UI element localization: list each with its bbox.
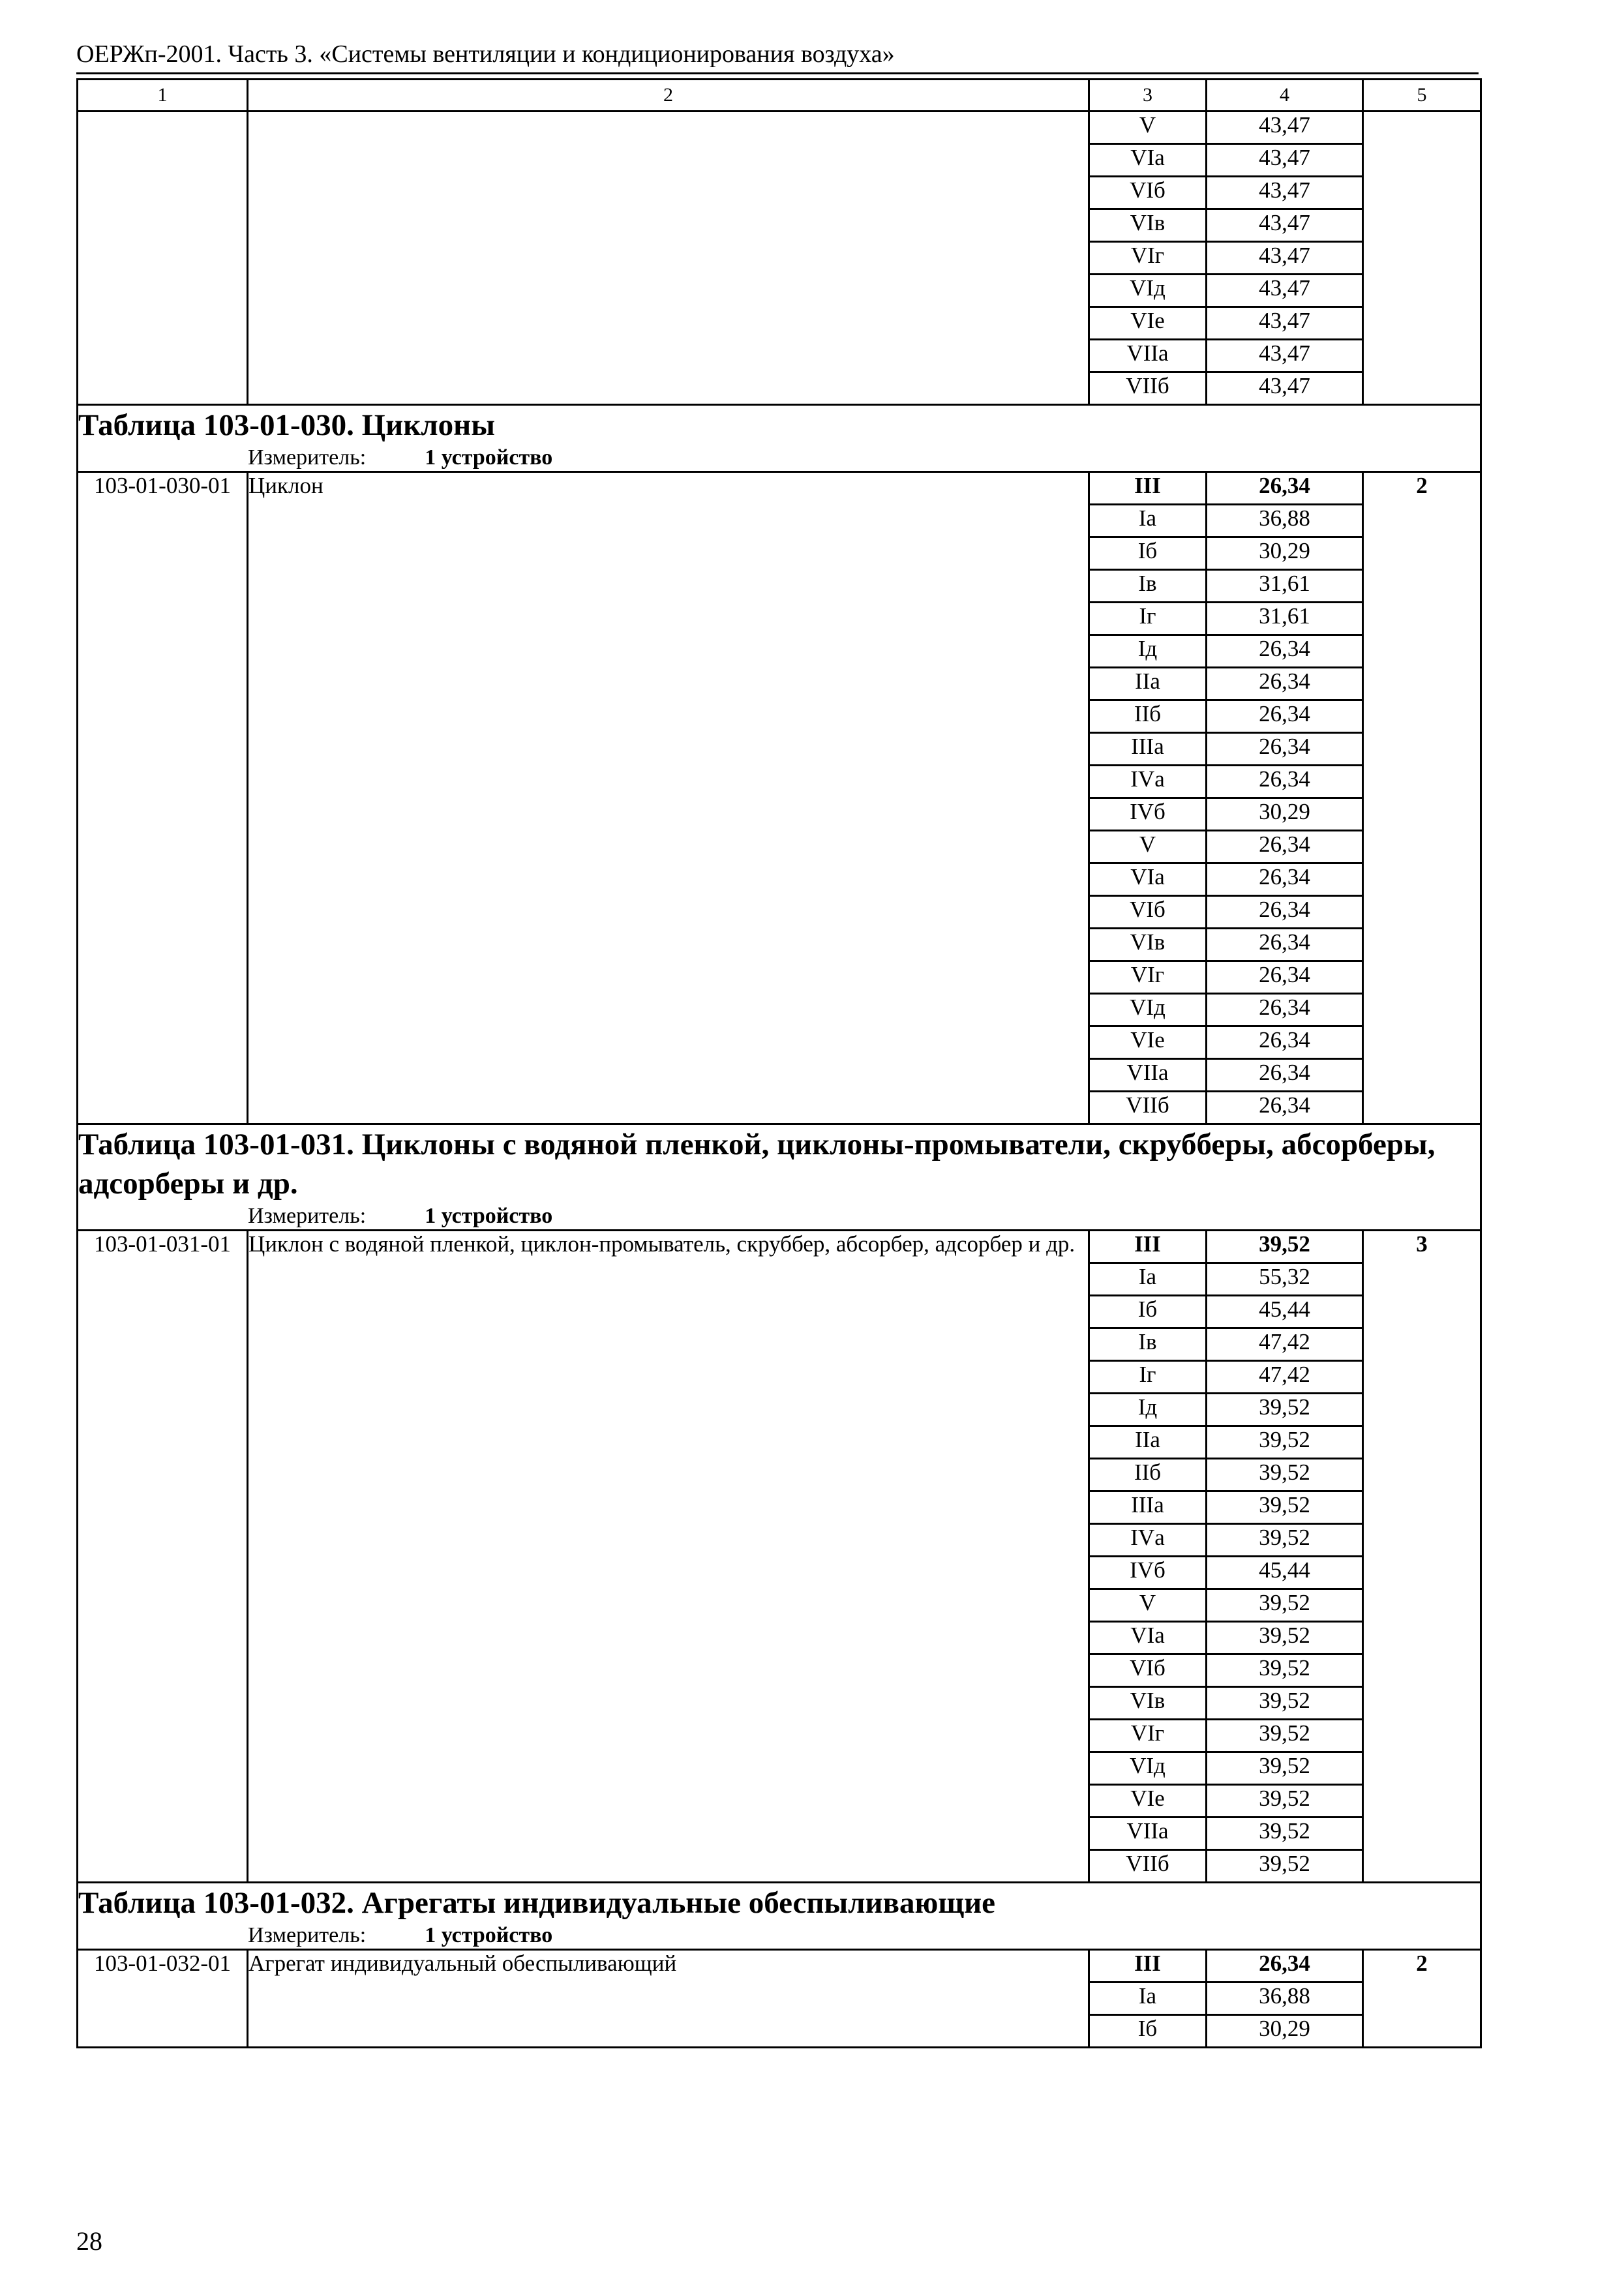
column-number: 1 (78, 80, 248, 112)
zone-cell: VIе (1089, 1785, 1207, 1818)
price-cell: 26,34 (1207, 1026, 1363, 1059)
zone-cell: Iг (1089, 1361, 1207, 1394)
price-cell: 26,34 (1207, 472, 1363, 505)
zone-cell: VIв (1089, 209, 1207, 242)
table-caption (78, 405, 1481, 472)
price-cell: 43,47 (1207, 112, 1363, 144)
zone-cell: Iб (1089, 1296, 1207, 1328)
price-cell: 45,44 (1207, 1296, 1363, 1328)
zone-cell: V (1089, 831, 1207, 863)
zone-cell: VIIа (1089, 1059, 1207, 1092)
table-row (78, 472, 1481, 505)
item-name: Агрегат индивидуальный обеспыливающий (248, 1950, 1089, 2048)
price-cell: 39,52 (1207, 1426, 1363, 1459)
page-number: 28 (76, 2226, 102, 2256)
price-cell: 39,52 (1207, 1720, 1363, 1752)
price-cell: 26,34 (1207, 994, 1363, 1026)
price-cell: 39,52 (1207, 1785, 1363, 1818)
item-code: 103-01-031-01 (78, 1231, 248, 1883)
column-number: 5 (1363, 80, 1481, 112)
price-cell: 26,34 (1207, 1059, 1363, 1092)
meter-label: Измеритель: (248, 1204, 367, 1228)
price-cell: 26,34 (1207, 700, 1363, 733)
price-cell: 39,52 (1207, 1850, 1363, 1883)
price-cell: 47,42 (1207, 1328, 1363, 1361)
price-cell: 43,47 (1207, 340, 1363, 372)
zone-cell: VIв (1089, 929, 1207, 961)
zone-cell: IIIа (1089, 733, 1207, 766)
item-name: Циклон (248, 472, 1089, 1124)
table-row (78, 1231, 1481, 1263)
price-cell: 39,52 (1207, 1687, 1363, 1720)
price-cell: 26,34 (1207, 831, 1363, 863)
zone-cell: IVб (1089, 798, 1207, 831)
zone-cell: Iб (1089, 2015, 1207, 2048)
price-cell: 39,52 (1207, 1752, 1363, 1785)
zone-cell: IVа (1089, 1524, 1207, 1557)
price-cell: 36,88 (1207, 505, 1363, 537)
category-cell (1363, 112, 1481, 405)
table-row (78, 112, 1481, 144)
category-cell: 2 (1363, 1950, 1481, 2048)
zone-cell: VIIб (1089, 1850, 1207, 1883)
meter-label: Измеритель: (248, 445, 367, 470)
zone-cell: Iв (1089, 1328, 1207, 1361)
price-cell: 43,47 (1207, 209, 1363, 242)
zone-cell: VIIа (1089, 1818, 1207, 1850)
table-title: Таблица 103-01-032. Агрегаты индивидуальные обеспыливающие (78, 1886, 996, 1920)
table-row (78, 1950, 1481, 1982)
zone-cell: VIIб (1089, 372, 1207, 405)
category-cell: 2 (1363, 472, 1481, 1124)
zone-cell: Iд (1089, 635, 1207, 668)
price-cell: 30,29 (1207, 2015, 1363, 2048)
zone-cell: IIб (1089, 700, 1207, 733)
column-number: 4 (1207, 80, 1363, 112)
zone-cell: VIг (1089, 961, 1207, 994)
zone-cell: IVа (1089, 766, 1207, 798)
zone-cell: VIIб (1089, 1092, 1207, 1124)
price-cell: 30,29 (1207, 798, 1363, 831)
price-cell: 26,34 (1207, 863, 1363, 896)
zone-cell: Iг (1089, 603, 1207, 635)
table-title: Таблица 103-01-031. Циклоны с водяной пленкой, циклоны-промыватели, скрубберы, абсорберы, адсорберы и др. (78, 1128, 1436, 1201)
zone-cell: Iа (1089, 1263, 1207, 1296)
meter-label: Измеритель: (248, 1923, 367, 1947)
item-name (248, 112, 1089, 405)
zone-cell: Iа (1089, 505, 1207, 537)
price-cell: 39,52 (1207, 1589, 1363, 1622)
zone-cell: Iв (1089, 570, 1207, 603)
zone-cell: VIг (1089, 1720, 1207, 1752)
zone-cell: III (1089, 1950, 1207, 1982)
price-cell: 31,61 (1207, 603, 1363, 635)
zone-cell: VIа (1089, 144, 1207, 177)
item-code: 103-01-032-01 (78, 1950, 248, 2048)
zone-cell: VIа (1089, 1622, 1207, 1654)
zone-cell: V (1089, 1589, 1207, 1622)
price-cell: 26,34 (1207, 668, 1363, 700)
price-cell: 39,52 (1207, 1818, 1363, 1850)
table-caption (78, 1883, 1481, 1950)
column-number: 3 (1089, 80, 1207, 112)
zone-cell: Iа (1089, 1982, 1207, 2015)
price-cell: 26,34 (1207, 733, 1363, 766)
price-cell: 36,88 (1207, 1982, 1363, 2015)
price-cell: 26,34 (1207, 929, 1363, 961)
meter-value: 1 устройство (425, 1923, 553, 1947)
price-cell: 26,34 (1207, 1950, 1363, 1982)
zone-cell: III (1089, 472, 1207, 505)
zone-cell: VIд (1089, 1752, 1207, 1785)
zone-cell: IIIа (1089, 1491, 1207, 1524)
zone-cell: VIб (1089, 1654, 1207, 1687)
item-name: Циклон с водяной пленкой, циклон-промыватель, скруббер, абсорбер, адсорбер и др. (248, 1231, 1089, 1883)
zone-cell: III (1089, 1231, 1207, 1263)
header-rule (76, 72, 1479, 74)
price-cell: 43,47 (1207, 307, 1363, 340)
item-code (78, 112, 248, 405)
meter-value: 1 устройство (425, 445, 553, 470)
zone-cell: IIа (1089, 1426, 1207, 1459)
column-numbers-row (78, 80, 1481, 112)
price-cell: 26,34 (1207, 961, 1363, 994)
item-code: 103-01-030-01 (78, 472, 248, 1124)
zone-cell: VIе (1089, 307, 1207, 340)
price-cell: 47,42 (1207, 1361, 1363, 1394)
zone-cell: IIа (1089, 668, 1207, 700)
meter-value: 1 устройство (425, 1204, 553, 1228)
zone-cell: VIв (1089, 1687, 1207, 1720)
price-cell: 39,52 (1207, 1524, 1363, 1557)
price-cell: 39,52 (1207, 1622, 1363, 1654)
price-cell: 39,52 (1207, 1459, 1363, 1491)
category-cell: 3 (1363, 1231, 1481, 1883)
price-cell: 26,34 (1207, 1092, 1363, 1124)
zone-cell: Iд (1089, 1394, 1207, 1426)
running-header: ОЕРЖп-2001. Часть 3. «Системы вентиляции и кондиционирования воздуха» (76, 40, 895, 68)
zone-cell: IVб (1089, 1557, 1207, 1589)
price-cell: 31,61 (1207, 570, 1363, 603)
zone-cell: VIе (1089, 1026, 1207, 1059)
zone-cell: VIIа (1089, 340, 1207, 372)
zone-cell: VIд (1089, 994, 1207, 1026)
price-cell: 43,47 (1207, 144, 1363, 177)
column-number: 2 (248, 80, 1089, 112)
zone-cell: VIд (1089, 275, 1207, 307)
rates-table (76, 78, 1482, 2048)
meter-line (78, 1203, 1480, 1229)
price-cell: 26,34 (1207, 766, 1363, 798)
price-cell: 30,29 (1207, 537, 1363, 570)
price-cell: 39,52 (1207, 1654, 1363, 1687)
price-cell: 43,47 (1207, 242, 1363, 275)
zone-cell: Iб (1089, 537, 1207, 570)
price-cell: 26,34 (1207, 635, 1363, 668)
zone-cell: VIб (1089, 896, 1207, 929)
price-cell: 39,52 (1207, 1394, 1363, 1426)
table-caption-row (78, 1883, 1481, 1950)
table-title: Таблица 103-01-030. Циклоны (78, 408, 495, 442)
table-caption-row (78, 405, 1481, 472)
zone-cell: IIб (1089, 1459, 1207, 1491)
zone-cell: VIб (1089, 177, 1207, 209)
table-caption-row (78, 1124, 1481, 1231)
zone-cell: V (1089, 112, 1207, 144)
price-cell: 43,47 (1207, 275, 1363, 307)
meter-line (78, 1922, 1480, 1949)
price-cell: 26,34 (1207, 896, 1363, 929)
table-caption (78, 1124, 1481, 1231)
price-cell: 55,32 (1207, 1263, 1363, 1296)
zone-cell: VIа (1089, 863, 1207, 896)
price-cell: 43,47 (1207, 372, 1363, 405)
price-cell: 39,52 (1207, 1491, 1363, 1524)
price-cell: 45,44 (1207, 1557, 1363, 1589)
meter-line (78, 445, 1480, 471)
price-cell: 43,47 (1207, 177, 1363, 209)
price-cell: 39,52 (1207, 1231, 1363, 1263)
zone-cell: VIг (1089, 242, 1207, 275)
